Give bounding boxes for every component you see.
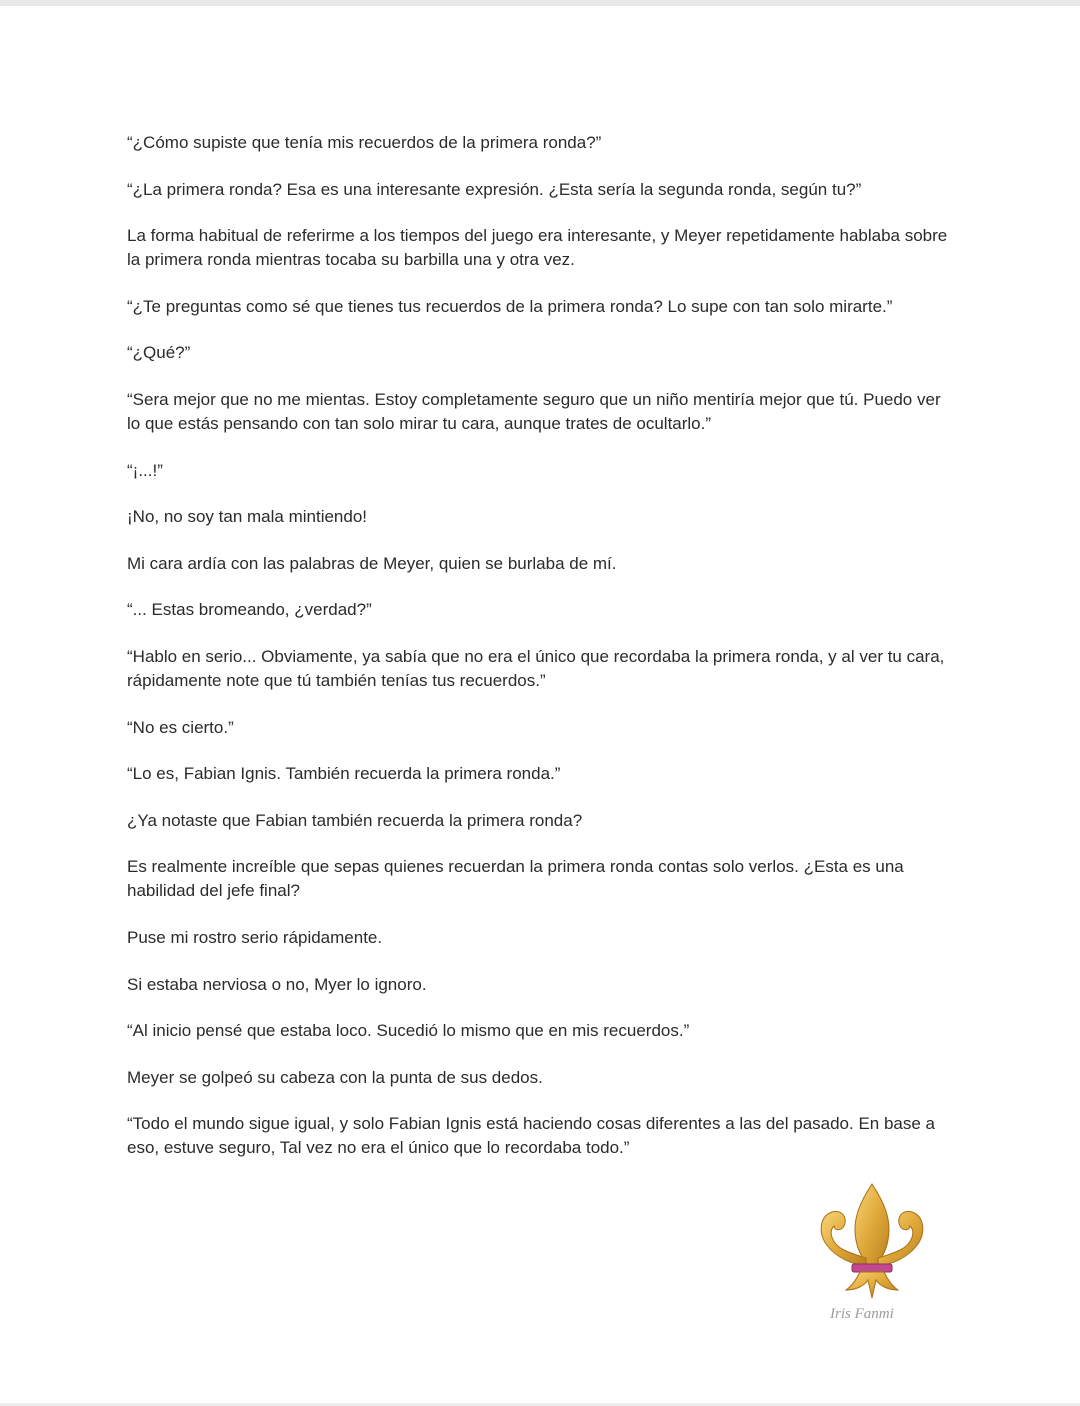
paragraph: Si estaba nerviosa o no, Myer lo ignoro. — [127, 974, 427, 994]
paragraph: ¿Ya notaste que Fabian también recuerda la primera ronda? — [127, 810, 583, 830]
paragraph: “¡...!” — [127, 460, 163, 480]
paragraph: “Sera mejor que no me mientas. Estoy completamente seguro que un niño mentiría mejor que tú. Puedo ver lo que estás pensando con tan solo mirar tu cara, aunque trates de ocultarlo.” — [127, 389, 941, 433]
paragraph: Meyer se golpeó su cabeza con la punta de sus dedos. — [127, 1067, 543, 1087]
paragraph: “¿Te preguntas como sé que tienes tus recuerdos de la primera ronda? Lo supe con tan solo mirarte.” — [127, 296, 893, 316]
paragraph: “Todo el mundo sigue igual, y solo Fabian Ignis está haciendo cosas diferentes a las del pasado. En base a eso, estuve seguro, Tal vez no era el único que lo recordaba todo.” — [127, 1114, 936, 1158]
paragraph: “Lo es, Fabian Ignis. También recuerda la primera ronda.” — [127, 764, 561, 784]
paragraph: Mi cara ardía con las palabras de Meyer, quien se burlaba de mí. — [127, 553, 617, 573]
paragraph: “No es cierto.” — [127, 717, 234, 737]
paragraph: “... Estas bromeando, ¿verdad?” — [127, 600, 372, 620]
document-body — [127, 131, 957, 1183]
paragraph: Es realmente increíble que sepas quienes recuerdan la primera ronda contas solo verlos. ¿Esta es una habilidad del jefe final? — [127, 857, 904, 901]
top-edge-bar — [0, 0, 1080, 6]
paragraph: La forma habitual de referirme a los tiempos del juego era interesante, y Meyer repetidamente hablaba sobre la primera ronda mientras tocaba su barbilla una y otra vez. — [127, 226, 948, 270]
paragraph: Puse mi rostro serio rápidamente. — [127, 927, 383, 947]
paragraph: “Al inicio pensé que estaba loco. Sucedió lo mismo que en mis recuerdos.” — [127, 1021, 690, 1041]
paragraph: “¿La primera ronda? Esa es una interesante expresión. ¿Esta sería la segunda ronda, según tu?” — [127, 179, 862, 199]
signature-text: Iris Fanmi — [830, 1306, 894, 1322]
paragraph: “¿Cómo supiste que tenía mis recuerdos de la primera ronda?” — [127, 133, 602, 152]
paragraph: “Hablo en serio... Obviamente, ya sabía que no era el único que recordaba la primera ronda, y al ver tu cara, rápidamente note que tú también tenías tus recuerdos.” — [127, 646, 945, 690]
paragraph: ¡No, no soy tan mala mintiendo! — [127, 507, 368, 527]
signature-logo — [826, 1300, 922, 1326]
paragraph: “¿Qué?” — [127, 343, 191, 363]
